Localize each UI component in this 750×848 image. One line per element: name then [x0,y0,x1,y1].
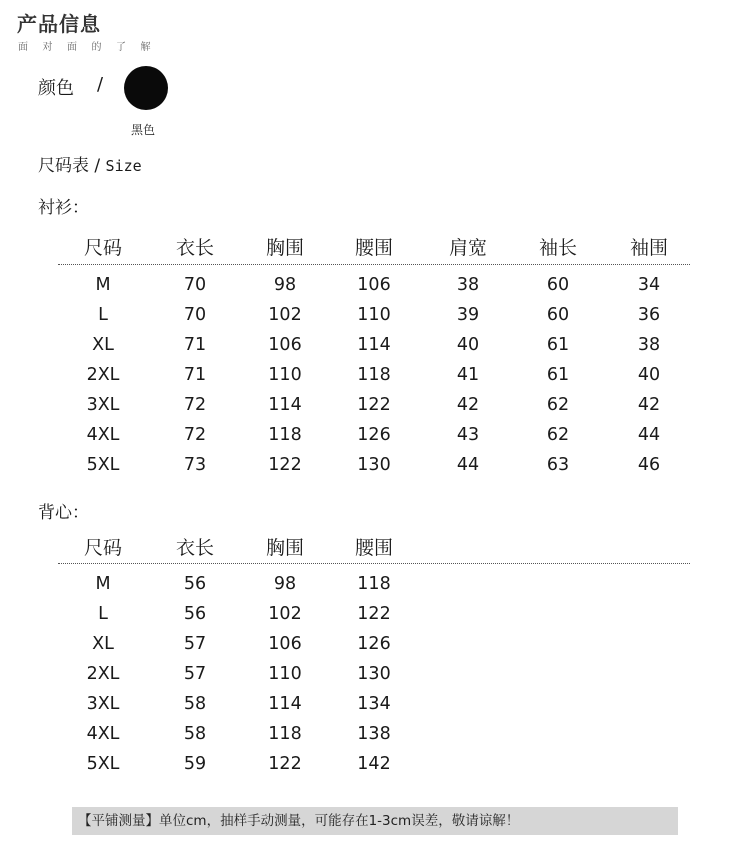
measure-cell: 58 [183,694,207,714]
measure-cell: 34 [637,275,661,295]
table-row [58,305,690,335]
measure-cell: 138 [357,724,391,744]
size-cell: XL [92,634,114,654]
measure-cell: 41 [456,365,480,385]
measure-cell: 126 [357,425,391,445]
measure-cell: 122 [268,455,302,475]
size-cell: 2XL [86,664,120,684]
measure-cell: 114 [268,395,302,415]
measure-cell: 106 [268,335,302,355]
size-cell: M [95,275,111,295]
measure-cell: 62 [546,425,570,445]
table-row [58,694,690,724]
measure-cell: 110 [268,664,302,684]
size-chart-heading [38,151,142,176]
measure-cell: 57 [183,664,207,684]
size-cell: 4XL [86,425,120,445]
column-header: 衣长 [175,237,215,259]
table-row [58,574,690,604]
header-divider [58,264,690,265]
table-row [58,455,690,485]
measure-cell: 71 [183,365,207,385]
measure-cell: 70 [183,305,207,325]
measure-cell: 118 [268,724,302,744]
shirt-section-title: 衬衫： [38,198,89,218]
measure-cell: 40 [456,335,480,355]
measure-cell: 122 [357,604,391,624]
measure-cell: 118 [357,365,391,385]
measure-cell: 110 [357,305,391,325]
color-label: 颜色 [38,78,74,99]
measure-cell: 72 [183,425,207,445]
column-header: 尺码 [83,237,123,259]
measure-cell: 56 [183,574,207,594]
column-header: 袖围 [629,237,669,259]
measure-cell: 59 [183,754,207,774]
table-row [58,335,690,365]
measure-cell: 42 [637,395,661,415]
measure-cell: 122 [268,754,302,774]
measure-cell: 134 [357,694,391,714]
size-cell: 5XL [86,754,120,774]
table-row [58,425,690,455]
measure-cell: 114 [268,694,302,714]
measure-cell: 62 [546,395,570,415]
size-cell: XL [92,335,114,355]
measure-cell: 142 [357,754,391,774]
measure-cell: 106 [268,634,302,654]
size-cell: 4XL [86,724,120,744]
size-cell: M [95,574,111,594]
measure-cell: 57 [183,634,207,654]
measure-cell: 40 [637,365,661,385]
measure-cell: 38 [456,275,480,295]
measure-cell: 110 [268,365,302,385]
measure-cell: 130 [357,664,391,684]
table-row [58,604,690,634]
column-header: 胸围 [265,537,305,559]
measure-cell: 72 [183,395,207,415]
color-swatch-black[interactable] [124,66,168,110]
measure-cell: 44 [456,455,480,475]
measure-cell: 70 [183,275,207,295]
measure-cell: 118 [357,574,391,594]
column-header: 胸围 [265,237,305,259]
size-chart-heading-en: Size [105,157,142,175]
measure-cell: 106 [357,275,391,295]
measure-cell: 60 [546,275,570,295]
column-header: 尺码 [83,537,123,559]
table-row [58,395,690,425]
column-header: 衣长 [175,537,215,559]
measure-cell: 98 [273,275,297,295]
column-header: 腰围 [354,237,394,259]
measurement-note: 【平铺测量】单位cm，抽样手动测量，可能存在1-3cm误差，敬请谅解！ [72,807,678,835]
measure-cell: 98 [273,574,297,594]
measure-cell: 102 [268,305,302,325]
measure-cell: 63 [546,455,570,475]
table-row [58,724,690,754]
measure-cell: 61 [546,335,570,355]
table-row [58,275,690,305]
table-row [58,365,690,395]
column-header: 腰围 [354,537,394,559]
measure-cell: 71 [183,335,207,355]
size-cell: 3XL [86,395,120,415]
size-cell: L [98,604,108,624]
table-row [58,634,690,664]
measure-cell: 42 [456,395,480,415]
measure-cell: 56 [183,604,207,624]
color-swatch-label: 黑色 [131,123,156,137]
size-cell: L [98,305,108,325]
measure-cell: 38 [637,335,661,355]
measure-cell: 73 [183,455,207,475]
measure-cell: 126 [357,634,391,654]
size-cell: 3XL [86,694,120,714]
measure-cell: 60 [546,305,570,325]
measure-cell: 61 [546,365,570,385]
column-header: 肩宽 [448,237,488,259]
vest-section-title: 背心： [38,503,89,523]
size-chart-heading-cn: 尺码表 [38,156,89,176]
color-separator: / [97,74,104,95]
column-header: 袖长 [538,237,578,259]
size-cell: 2XL [86,365,120,385]
table-row [58,664,690,694]
measure-cell: 46 [637,455,661,475]
measure-cell: 130 [357,455,391,475]
table-row [58,754,690,784]
measure-cell: 122 [357,395,391,415]
size-cell: 5XL [86,455,120,475]
measure-cell: 44 [637,425,661,445]
header-divider [58,563,690,564]
measure-cell: 118 [268,425,302,445]
page-title: 产品信息 [17,12,101,36]
measure-cell: 114 [357,335,391,355]
measure-cell: 43 [456,425,480,445]
measure-cell: 102 [268,604,302,624]
measure-cell: 36 [637,305,661,325]
page-subtitle: 面对面的了解 [18,42,165,53]
measure-cell: 58 [183,724,207,744]
measure-cell: 39 [456,305,480,325]
size-chart-heading-slash: / [89,156,106,176]
